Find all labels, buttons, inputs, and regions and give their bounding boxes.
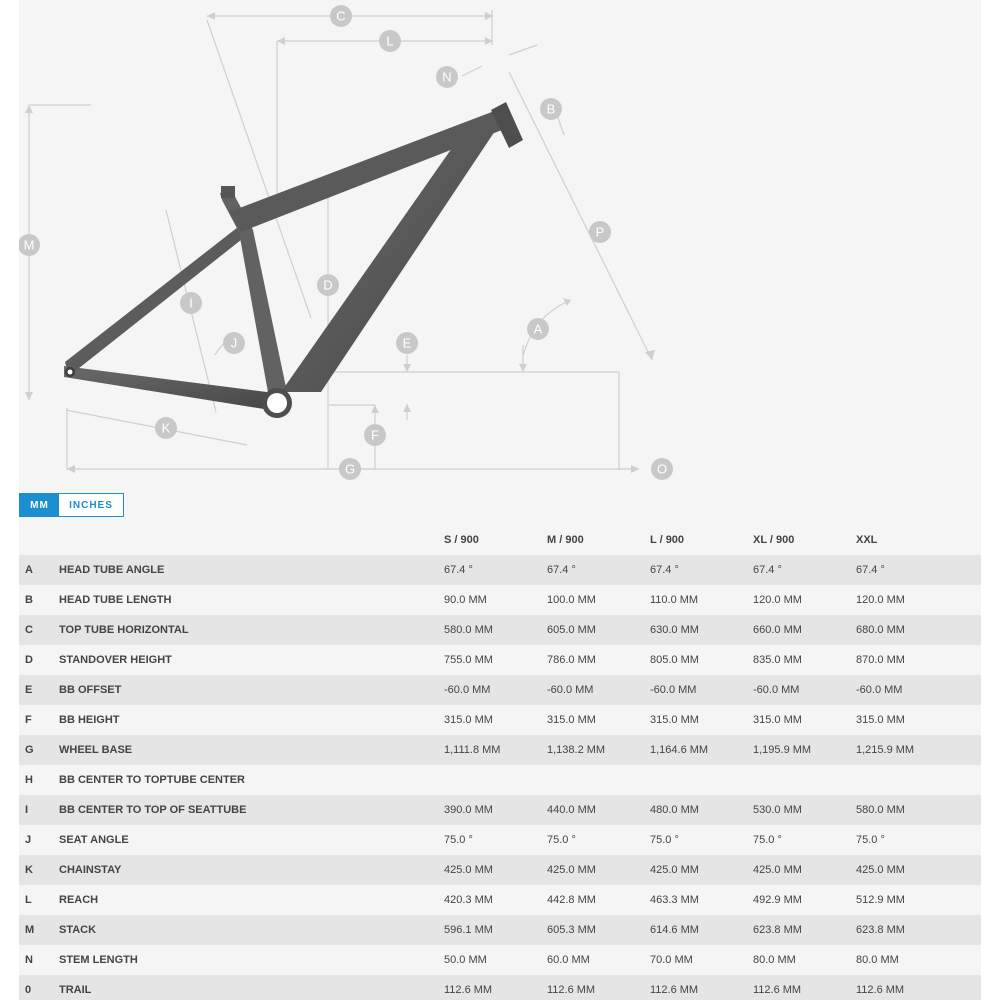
- row-value: 75.0 °: [444, 834, 473, 846]
- row-name: BB HEIGHT: [59, 714, 120, 726]
- row-code: C: [25, 624, 33, 636]
- frame-diagram-svg: [19, 0, 981, 488]
- row-value: 605.0 MM: [547, 624, 596, 636]
- svg-text:G: G: [344, 461, 356, 477]
- row-code: J: [25, 834, 32, 846]
- svg-text:F: F: [371, 427, 379, 443]
- table-row: [19, 645, 981, 675]
- table-row: [19, 615, 981, 645]
- row-value: 67.4 °: [753, 564, 782, 576]
- header-size-xl: XL / 900: [753, 534, 795, 546]
- row-code: H: [25, 774, 33, 786]
- frame-geometry-diagram: [19, 0, 981, 488]
- row-name: BB CENTER TO TOP OF SEATTUBE: [59, 804, 247, 816]
- row-value: 580.0 MM: [444, 624, 493, 636]
- table-row: [19, 825, 981, 855]
- row-code: K: [25, 864, 33, 876]
- row-code: L: [25, 894, 32, 906]
- row-value: 630.0 MM: [650, 624, 699, 636]
- table-row: [19, 855, 981, 885]
- row-value: 80.0 MM: [856, 954, 899, 966]
- row-value: 425.0 MM: [650, 864, 699, 876]
- header-size-l: L / 900: [650, 534, 685, 546]
- row-value: 623.8 MM: [753, 924, 802, 936]
- callout-a: [527, 318, 549, 340]
- callout-d: [317, 274, 339, 296]
- callout-m: [19, 234, 40, 256]
- table-row: [19, 795, 981, 825]
- callout-i: [180, 292, 202, 314]
- row-value: 67.4 °: [856, 564, 885, 576]
- row-value: 112.6 MM: [856, 984, 905, 996]
- row-value: 80.0 MM: [753, 954, 796, 966]
- row-value: 100.0 MM: [547, 594, 596, 606]
- row-value: 67.4 °: [547, 564, 576, 576]
- row-value: 442.8 MM: [547, 894, 596, 906]
- row-value: 425.0 MM: [753, 864, 802, 876]
- header-name: [59, 525, 444, 555]
- row-name: CHAINSTAY: [59, 864, 122, 876]
- row-value: 512.9 MM: [856, 894, 905, 906]
- svg-text:B: B: [546, 101, 556, 117]
- row-value: 480.0 MM: [650, 804, 699, 816]
- svg-text:P: P: [595, 224, 605, 240]
- row-name: HEAD TUBE ANGLE: [59, 564, 165, 576]
- row-value: 755.0 MM: [444, 654, 493, 666]
- callout-b: [540, 98, 562, 120]
- row-value: 120.0 MM: [856, 594, 905, 606]
- callout-g: [339, 458, 361, 480]
- row-value: -60.0 MM: [650, 684, 697, 696]
- row-value: 315.0 MM: [444, 714, 493, 726]
- svg-text:C: C: [336, 8, 346, 24]
- unit-toggle: [19, 493, 124, 517]
- dimension-lines: [29, 10, 652, 470]
- svg-text:M: M: [23, 237, 35, 253]
- row-value: [650, 765, 753, 795]
- row-code: B: [25, 594, 33, 606]
- row-code: E: [25, 684, 33, 696]
- table-row: [19, 555, 981, 585]
- callout-l: [379, 30, 401, 52]
- table-row: [19, 885, 981, 915]
- row-value: 112.6 MM: [444, 984, 493, 996]
- row-value: 425.0 MM: [547, 864, 596, 876]
- row-value: 580.0 MM: [856, 804, 905, 816]
- row-code: M: [25, 924, 35, 936]
- svg-text:E: E: [402, 335, 412, 351]
- header-size-xxl: XXL: [856, 534, 878, 546]
- row-value: 315.0 MM: [547, 714, 596, 726]
- row-value: 315.0 MM: [650, 714, 699, 726]
- row-value: 315.0 MM: [856, 714, 905, 726]
- table-row: [19, 975, 981, 1000]
- row-value: 835.0 MM: [753, 654, 802, 666]
- callout-c: [330, 5, 352, 27]
- row-value: 425.0 MM: [444, 864, 493, 876]
- row-value: 120.0 MM: [753, 594, 802, 606]
- row-value: 75.0 °: [856, 834, 885, 846]
- row-value: 67.4 °: [650, 564, 679, 576]
- row-value: 50.0 MM: [444, 954, 487, 966]
- row-value: 605.3 MM: [547, 924, 596, 936]
- row-value: -60.0 MM: [856, 684, 903, 696]
- row-value: 67.4 °: [444, 564, 473, 576]
- svg-text:D: D: [323, 277, 333, 293]
- row-value: 614.6 MM: [650, 924, 699, 936]
- table-header-row: [19, 525, 981, 555]
- row-value: 420.3 MM: [444, 894, 493, 906]
- row-code: D: [25, 654, 33, 666]
- row-value: 623.8 MM: [856, 924, 905, 936]
- svg-text:O: O: [656, 461, 668, 477]
- callout-e: [396, 332, 418, 354]
- svg-text:A: A: [533, 321, 543, 337]
- header-size-s: S / 900: [444, 534, 479, 546]
- row-value: 110.0 MM: [650, 594, 699, 606]
- dimension-arrows: [25, 12, 655, 473]
- table-row: [19, 675, 981, 705]
- svg-text:K: K: [161, 420, 171, 436]
- row-name: STACK: [59, 924, 97, 936]
- row-value: 70.0 MM: [650, 954, 693, 966]
- callout-k: [155, 417, 177, 439]
- row-value: 75.0 °: [650, 834, 679, 846]
- svg-text:N: N: [442, 69, 452, 85]
- mm-unit-button[interactable]: MM: [20, 494, 59, 516]
- row-value: 492.9 MM: [753, 894, 802, 906]
- row-value: -60.0 MM: [444, 684, 491, 696]
- header-size-m: M / 900: [547, 534, 584, 546]
- svg-text:I: I: [189, 295, 193, 311]
- row-code: A: [25, 564, 33, 576]
- row-name: TOP TUBE HORIZONTAL: [59, 624, 189, 636]
- table-row: [19, 765, 981, 795]
- row-name: REACH: [59, 894, 99, 906]
- row-value: -60.0 MM: [753, 684, 800, 696]
- row-value: 530.0 MM: [753, 804, 802, 816]
- svg-text:L: L: [386, 33, 394, 49]
- row-value: 75.0 °: [547, 834, 576, 846]
- row-value: 463.3 MM: [650, 894, 699, 906]
- callout-j: [223, 332, 245, 354]
- callout-o: [651, 458, 673, 480]
- row-value: 390.0 MM: [444, 804, 493, 816]
- header-code: [19, 525, 59, 555]
- row-name: BB CENTER TO TOPTUBE CENTER: [59, 774, 245, 786]
- row-value: 1,164.6 MM: [650, 744, 709, 756]
- row-name: WHEEL BASE: [59, 744, 133, 756]
- table-body: [19, 555, 981, 1000]
- row-value: 660.0 MM: [753, 624, 802, 636]
- row-value: 805.0 MM: [650, 654, 699, 666]
- row-value: [444, 765, 547, 795]
- row-name: STANDOVER HEIGHT: [59, 654, 172, 666]
- row-code: I: [25, 804, 29, 816]
- inches-unit-button[interactable]: INCHES: [59, 494, 123, 516]
- row-value: 596.1 MM: [444, 924, 493, 936]
- row-value: 75.0 °: [753, 834, 782, 846]
- row-value: 60.0 MM: [547, 954, 590, 966]
- row-value: 1,215.9 MM: [856, 744, 915, 756]
- row-value: -60.0 MM: [547, 684, 594, 696]
- svg-text:J: J: [230, 335, 238, 351]
- callout-n: [436, 66, 458, 88]
- row-value: 1,195.9 MM: [753, 744, 812, 756]
- row-value: 315.0 MM: [753, 714, 802, 726]
- geometry-table: [19, 525, 981, 1000]
- row-value: 425.0 MM: [856, 864, 905, 876]
- row-value: 112.6 MM: [650, 984, 699, 996]
- row-name: STEM LENGTH: [59, 954, 138, 966]
- row-value: [547, 765, 650, 795]
- callout-p: [589, 221, 611, 243]
- row-value: 1,111.8 MM: [444, 744, 501, 756]
- row-value: [753, 765, 856, 795]
- row-code: 0: [25, 984, 32, 996]
- row-value: 786.0 MM: [547, 654, 596, 666]
- row-code: N: [25, 954, 33, 966]
- row-value: 90.0 MM: [444, 594, 487, 606]
- row-name: SEAT ANGLE: [59, 834, 129, 846]
- table-row: [19, 735, 981, 765]
- callout-markers: [19, 5, 673, 480]
- row-value: 440.0 MM: [547, 804, 596, 816]
- row-value: 680.0 MM: [856, 624, 905, 636]
- table-row: [19, 945, 981, 975]
- table-row: [19, 915, 981, 945]
- row-name: HEAD TUBE LENGTH: [59, 594, 172, 606]
- row-code: G: [25, 744, 34, 756]
- row-name: TRAIL: [59, 984, 92, 996]
- row-value: 1,138.2 MM: [547, 744, 606, 756]
- table-row: [19, 705, 981, 735]
- row-code: F: [25, 714, 32, 726]
- bike-frame-illustration: [64, 102, 523, 418]
- row-value: 112.6 MM: [753, 984, 802, 996]
- callout-f: [364, 424, 386, 446]
- row-name: BB OFFSET: [59, 684, 122, 696]
- table-row: [19, 585, 981, 615]
- row-value: 870.0 MM: [856, 654, 905, 666]
- row-value: 112.6 MM: [547, 984, 596, 996]
- row-value: [856, 765, 981, 795]
